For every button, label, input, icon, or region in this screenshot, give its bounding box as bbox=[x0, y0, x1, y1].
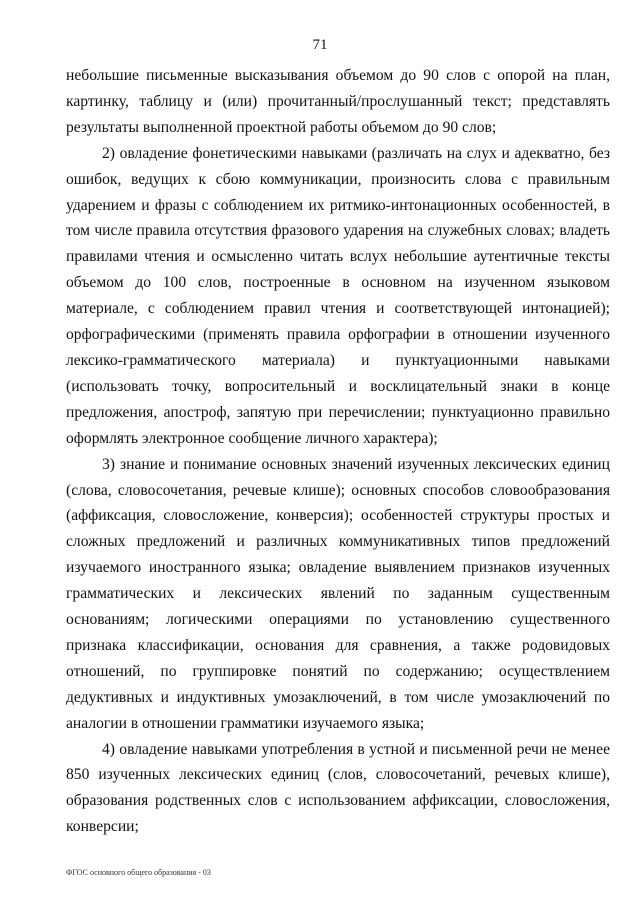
paragraph-continuation: небольшие письменные высказывания объемом до 90 слов с опорой на план, картинку, таблицу и (или) прочитанный/прослушанный текст; представлять результаты выполненной проектной работы объемом до 90 слов; bbox=[66, 67, 610, 136]
page-number: 71 bbox=[312, 37, 328, 53]
paragraph-item-4: 4) овладение навыками употребления в устной и письменной речи не менее 850 изученных лексических единиц (слов, словосочетаний, речевых клише), образования родственных слов с использованием аффиксации, словосложения, конверсии; bbox=[66, 740, 610, 836]
page-footer: ФГОС основного общего образования - 03 bbox=[66, 868, 211, 877]
paragraph-item-3: 3) знание и понимание основных значений изученных лексических единиц (слова, словосочетания, речевые клише); основных способов словообразования (аффиксация, словосложение, конверсия); особенностей структуры простых и сложных предложений и различных коммуникативных типов предложений изучаемого иностранного языка; овладение выявлением признаков изученных грамматических и лексических явлений по заданным существенным основаниям; логическими операциями по установлению существенного признака классификации, основания для сравнения, а также родовидовых отношений, по группировке понятий по содержанию; осуществлением дедуктивных и индуктивных умозаключений, в том числе умозаключений по аналогии в отношении грамматики изучаемого языка; bbox=[66, 455, 610, 732]
body-text bbox=[66, 63, 610, 840]
paragraph-item-2: 2) овладение фонетическими навыками (различать на слух и адекватно, без ошибок, ведущих к сбою коммуникации, произносить слова с правильным ударением и фразы с соблюдением их ритмико-интонационных особенностей, в том числе правила отсутствия фразового ударения на служебных словах; владеть правилами чтения и осмысленно читать вслух небольшие аутентичные тексты объемом до 100 слов, построенные в основном на изученном языковом материале, с соблюдением правил чтения и соответствующей интонацией); орфографическими (применять правила орфографии в отношении изученного лексико-грамматического материала) и пунктуационными навыками (использовать точку, вопросительный и восклицательный знаки в конце предложения, апостроф, запятую при перечислении; пунктуационно правильно оформлять электронное сообщение личного характера); bbox=[66, 144, 610, 447]
